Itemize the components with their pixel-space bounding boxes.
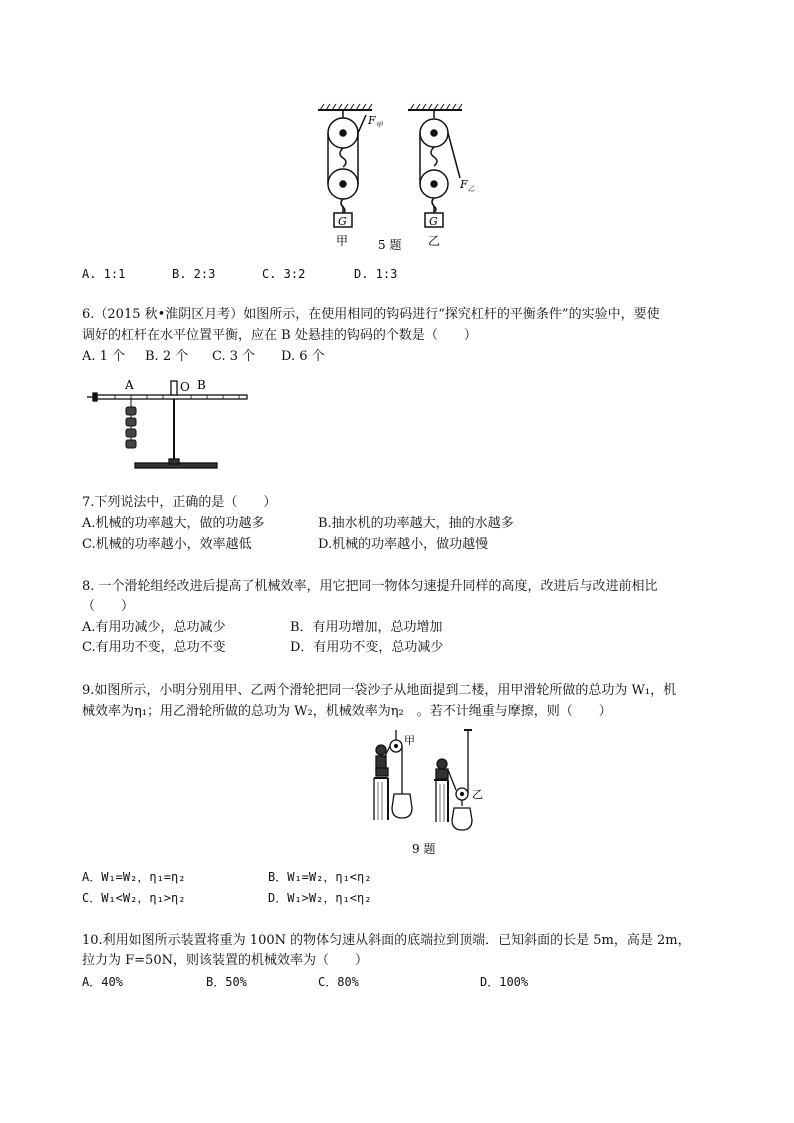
person-jia [376,745,388,776]
q5-figure-caption: 5 题 [378,238,402,252]
force-label-jia: $F_甲$ [368,114,383,129]
q6-option-a[interactable]: A. 1 个 [82,349,126,364]
q8-option-a[interactable]: A.有用功减少，总功减少 [82,620,226,635]
label-yi: 乙 [472,788,483,801]
q8-option-d[interactable]: D．有用功不变，总功减少 [290,640,444,655]
q10-option-a[interactable]: A．40% [82,975,123,989]
q10-option-c[interactable]: C．80% [318,975,359,989]
q9-stem-line1: 9.如图所示，小明分别用甲、乙两个滑轮把同一袋沙子从地面提到二楼，用甲滑轮所做的总功为 W₁，机 [82,683,677,698]
q5-pulley-figure [310,100,500,255]
caption-jia: 甲 [336,234,349,248]
floor-jia [374,778,388,820]
q6-option-c[interactable]: C. 3 个 [212,349,256,364]
q8-option-c[interactable]: C.有用功不变，总功不变 [82,640,226,655]
q8-stem-line2: （ ） [82,599,135,614]
pulley-system-yi [420,110,460,227]
q7-option-b[interactable]: B.抽水机的功率越大，抽的水越多 [318,516,514,531]
label-o: O [180,380,190,394]
label-jia: 甲 [404,734,415,747]
q7-option-d[interactable]: D.机械的功率越小，做功越慢 [318,537,489,552]
q7-option-a[interactable]: A.机械的功率越大，做的功越多 [82,516,265,531]
q6-option-b[interactable]: B. 2 个 [145,349,189,364]
q7-stem: 7.下列说法中，正确的是（ ） [82,495,277,510]
ceiling-jia [318,104,372,110]
weight-label-yi: G [429,215,438,228]
q9-option-c[interactable]: C．W₁<W₂，η₁>η₂ [82,891,186,905]
force-label-yi: $F_乙$ [460,178,475,193]
q6-stem-line1: 6.（2015 秋•淮阴区月考）如图所示，在使用相同的钩码进行“探究杠杆的平衡条件”的实验中，要使 [82,307,660,322]
q9-pulley-figure [368,728,488,858]
caption-yi: 乙 [428,234,441,248]
q8-option-b[interactable]: B．有用功增加，总功增加 [290,620,443,635]
q5-option-d[interactable]: D. 1:3 [354,267,398,281]
weight-label-jia: G [338,215,347,228]
q9-option-a[interactable]: A．W₁=W₂，η₁=η₂ [82,870,186,884]
hook-weights [126,399,136,448]
q10-option-b[interactable]: B．50% [206,975,247,989]
q5-option-a[interactable]: A. 1:1 [82,267,126,281]
q8-stem-line1: 8. 一个滑轮组经改进后提高了机械效率，用它把同一物体匀速提升同样的高度，改进后与改进前相比 [82,579,658,594]
q5-option-c[interactable]: C. 3:2 [262,267,306,281]
q9-figure-caption: 9 题 [412,842,436,856]
q5-option-b[interactable]: B. 2:3 [172,267,216,281]
q9-option-d[interactable]: D．W₁>W₂，η₁<η₂ [268,891,372,905]
label-b: B [197,378,206,392]
q6-option-d[interactable]: D. 6 个 [281,349,325,364]
label-a: A [125,378,134,392]
q6-stem-line2: 调好的杠杆在水平位置平衡，应在 B 处悬挂的钩码的个数是（ ） [82,328,477,343]
q9-stem-line2: 械效率为η₁；用乙滑轮所做的总功为 W₂，机械效率为η₂ 。若不计绳重与摩擦，则（ ） [82,704,612,719]
q9-option-b[interactable]: B．W₁=W₂，η₁<η₂ [268,870,372,884]
q10-option-d[interactable]: D．100% [480,975,529,989]
person-yi [436,759,448,779]
q10-stem-line2: 拉力为 F=50N，则该装置的机械效率为（ ） [82,953,368,968]
q7-option-c[interactable]: C.机械的功率越小，效率越低 [82,537,252,552]
q6-lever-figure [85,375,250,480]
q10-stem-line1: 10.利用如图所示装置将重为 100N 的物体匀速从斜面的底端拉到顶端．已知斜面的长是 5m，高是 2m， [82,933,691,948]
floor-yi [434,780,448,822]
pulley-system-jia [328,110,366,227]
ceiling-yi [408,104,462,110]
